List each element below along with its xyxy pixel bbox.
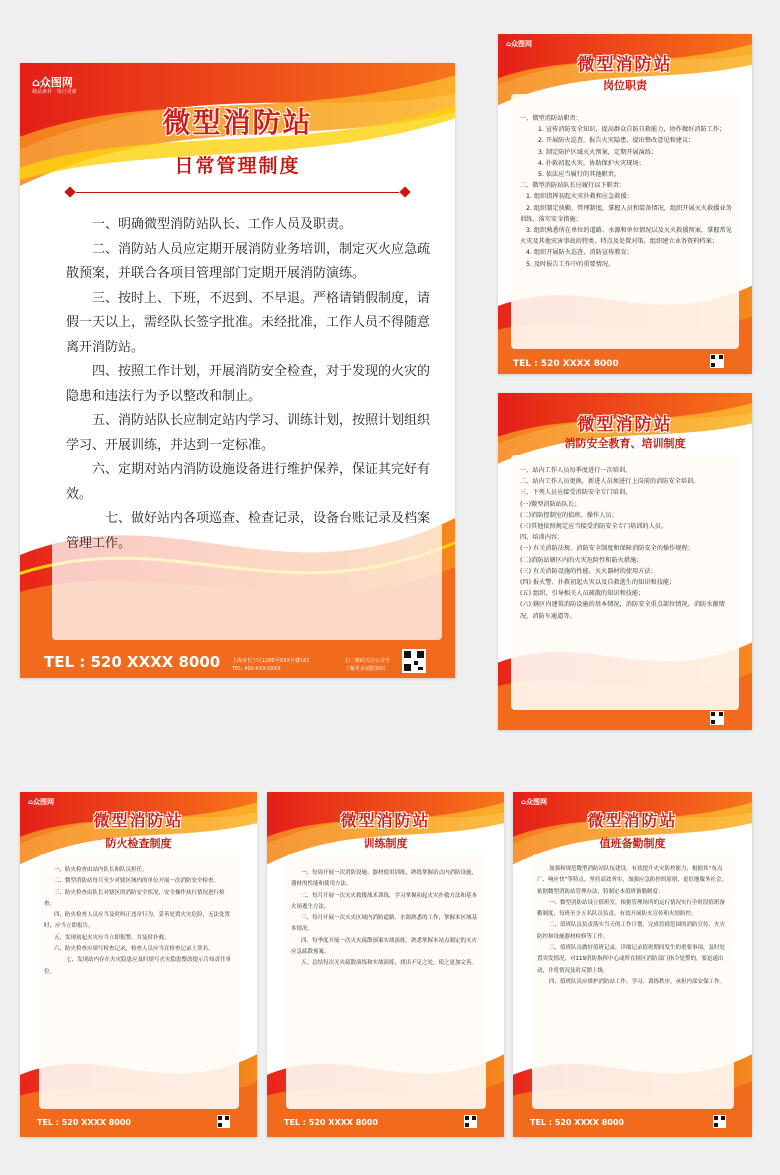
qr-code-icon — [217, 1115, 230, 1128]
poster-body — [66, 213, 434, 556]
logo-mark-icon: ⌂ — [28, 798, 34, 806]
poster-body: 一、每周开展一次消防设施、器材使用训练，熟练掌握站点内消防设施、器材的性能和使用方法。 二、每月开展一次灭火救援战术训练，学习掌握初起火灾扑救方法和基本火场逃生方法。 三、每月开展一次灭火区域内消防道路、水源熟悉的工作，掌握本区域基本情况。 四、每季度开展一次灭火疏散预案实战演练，熟悉掌握本站点制定的灭火应急疏散预案。 五、总结每次灭火疏散演练和实战演练，找出不足之处，使之更加完善。 — [291, 870, 478, 967]
logo: ⌂众图网 — [521, 798, 548, 806]
tel-number: TEL : 520 XXXX 8000 — [513, 359, 619, 369]
logo-mark-icon: ⌂ — [521, 798, 527, 806]
tel-number: TEL : 520 XXXX 8000 — [44, 653, 221, 671]
poster-body: 一、站内工作人员每季度进行一次培训。 二、站内工作人员更换，新进人员须进行上岗前的消防安全培训。 三、下列人员应接受消防安全专门培训。 (一)微型消防站队长； (二)消防控制室的值班、操作人员； (三)其他依照规定应当接受消防安全专门培训的人员。 四、培训内容： (一) 有关消防法规、消防安全制度和保障消防安全的操作规程； (二)消防站辖区内的火灾危险性和防火措施； (三) 有关消防设施的性能、灭火器材的使用方法； (四) 报火警、扑救初起火灾以及自救逃生的知识和技能； (五) 组织、引导相关人员疏散的知识和技能； (六) 辖区内建筑消防设施的基本情况，消防安全重点部位情况、消防水源情况、消防车通道等。 — [520, 467, 725, 620]
divider-line — [76, 192, 399, 193]
poster-body: 一、微型消防站职责： 1. 宣传消防安全知识，提高群众自防自救能力，协作做好消防工作； 2. 开展防火巡查，报告火灾隐患，提出整改意见和建议； 3. 制定防护区域灭火预案，定期开展演练； 4. 扑救初起火灾，协助保护火灾现场； 5. 依法应当履行的其他职责。 二、微型消防站队长应履行以下职责： 1. 组织指挥初起火灾扑救和应急救援； 2. 组织制定执勤、管理制度，掌握人员和装备情况，组织开展灭火救援业务训练、落实安全措施； 3. 组织熟悉所在单位的道路、水源和单位情况以及灭火救援预案，掌握常见火灾及其他灾害事故的特类、特点及处置对策，组织建立业务资料档案； 4. 组织开展防火巡查、消防宣传教育； 5. 及时报告工作中的重要情况。 — [520, 115, 732, 268]
rule-line: 七、做好站内各项巡查、检查记录，设备台账记录及档案管理工作。 — [66, 511, 431, 551]
poster-title: 微型消防站 — [577, 55, 673, 75]
logo-mark-icon: ⌂ — [32, 76, 40, 89]
poster-subtitle: 消防安全教育、培训制度 — [564, 437, 686, 450]
qr-code-icon — [713, 1115, 726, 1128]
poster-subtitle: 训练制度 — [363, 837, 408, 850]
tel-number: TEL : 520 XXXX 8000 — [37, 1118, 131, 1127]
poster-body: 一、防火检查由站内队长和队员担任。 二、微型消防站每月至少对辖区域内的单位开展一次消防安全检查。 三、防火检查由队长对辖区的消防安全状况、安全操作执行情况进行检查。 四、防火检查人员应当及时纠正违章行为，妥善处置火灾危险，无法处置时，应当立即报告。 五、发现初起火灾应当立即报警，并及时扑救。 六、防火检查应填写检查记录，检查人员应当在检查记录上签名。 七、发现站内存在火灾隐患应及时填写火灾隐患整改提示告知责任单位。 — [44, 867, 232, 975]
rule-line: 二、消防站人员应定期开展消防业务培训，制定灭火应急疏散预案，并联合各项目管理部门定期开展消防演练。 — [66, 241, 431, 281]
poster-safety-training — [498, 393, 752, 730]
poster-title: 微型消防站 — [162, 106, 313, 139]
poster-duty-standby — [513, 792, 752, 1137]
rule-line: 三、按时上、下班，不迟到、不早退。严格请销假制度，请假一天以上，需经队长签字批准。未经批准，工作人员不得随意离开消防站。 — [66, 290, 431, 355]
tel-number: TEL : 520 XXXX 8000 — [284, 1118, 378, 1127]
poster-title: 微型消防站 — [587, 811, 678, 830]
rule-line: 五、消防站队长应制定站内学习、训练计划，按照计划组织学习、开展训练，并达到一定标准。 — [66, 413, 431, 453]
poster-daily-management — [20, 63, 455, 678]
poster-subtitle: 防火检查制度 — [105, 837, 172, 850]
poster-fire-inspection — [20, 792, 257, 1137]
logo: ⌂众图网 — [506, 40, 533, 48]
logo: ⌂众图网 精品素材 · 每日更新 — [32, 76, 77, 95]
poster-subtitle: 岗位职责 — [603, 79, 647, 92]
poster-subtitle: 值班备勤制度 — [599, 837, 666, 850]
poster-title: 微型消防站 — [340, 811, 431, 830]
logo-mark-icon: ⌂ — [506, 40, 512, 48]
qr-code-icon — [402, 649, 426, 673]
address-text: 上海市长宁区1000号XXX号楼161 TEL: 400-XXX-XXXX — [232, 658, 310, 672]
poster-subtitle: 日常管理制度 — [174, 155, 301, 177]
rule-line: 四、按照工作计划，开展消防安全检查，对于发现的火灾的隐患和违法行为予以整改和制止。 — [66, 364, 431, 404]
poster-title: 微型消防站 — [93, 811, 184, 830]
qr-caption: 扫二维码关注公众号 了解更多消防知识 — [345, 658, 391, 672]
rule-line: 六、定期对站内消防设施设备进行维护保养，保证其完好有效。 — [66, 462, 431, 502]
tel-number: TEL : 520 XXXX 8000 — [530, 1118, 624, 1127]
qr-code-icon — [710, 711, 724, 725]
qr-code-icon — [710, 354, 724, 368]
poster-title: 微型消防站 — [577, 415, 673, 435]
logo: ⌂众图网 — [28, 798, 55, 806]
poster-job-duties — [498, 34, 752, 374]
qr-code-icon — [464, 1115, 477, 1128]
poster-training-system — [267, 792, 504, 1137]
poster-body: 加强和规范微型消防站队伍建设，有效提升火灾防控能力，根据其“布点广、响应快”等特点，坚持高效务实，加强应急防控的原则，更好地服务社会，依据微型消防站管理办法，特制定本值班备勤制度： 一、微型消防站设立值班室，根据管理场所的运行情况实行全时段值班备勤制度，每班至少五名队员负责，有效开展防火宣传和火情防控。 二、值班队员负责落实当天的工作计划，完成管辖范围的消防宣传、火灾防控和设施器材检修等工作。 三、值班队员做好值班记录，详细记录值班期间发生的重要事项，及时处置突发情况，对119消防指挥中心或所在辖区消防部门指令处警的，要迅速出动，并将情况及时反馈上级。 四、值班队员应维护消防站工作、学习、训练秩序，承担内部安保工作。 — [537, 866, 727, 985]
rule-line: 一、明确微型消防站队长、工作人员及职责。 — [92, 217, 353, 232]
